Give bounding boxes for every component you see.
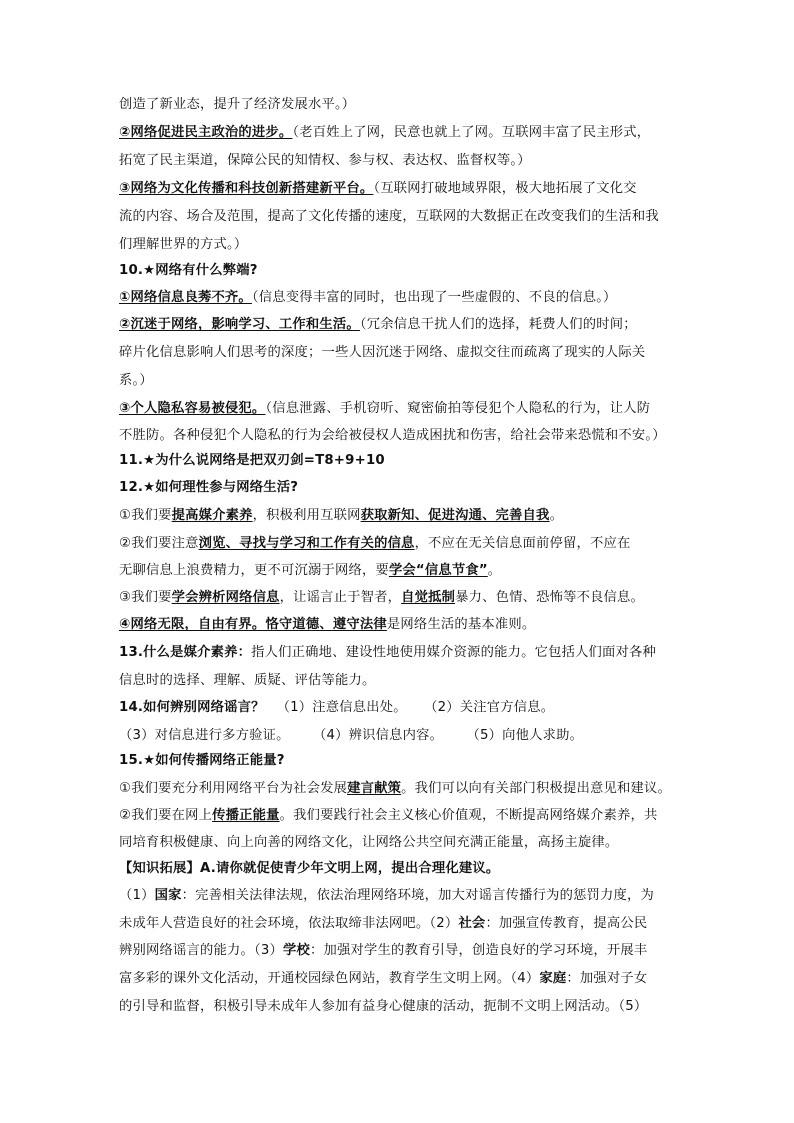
- text-line: ②我们要注意浏览、寻找与学习和工作有关的信息，不应在无关信息面前停留，不应在: [119, 536, 631, 551]
- text-line: 的引导和监督，积极引导未成年人参加有益身心健康的活动，扼制不文明上网活动。（5）: [119, 999, 648, 1014]
- text-line: 们理解世界的方式。）: [119, 237, 248, 252]
- text-line: ③网络为文化传播和科技创新搭建新平台。（互联网打破地域界限，极大地拓展了文化交: [119, 181, 637, 196]
- text-line: 同培育积极健康、向上向善的网络文化，让网络公共空间充满正能量，高扬主旋律。: [119, 835, 619, 850]
- text-line: 流的内容、场合及范围，提高了文化传播的速度，互联网的大数据正在改变我们的生活和我: [119, 209, 659, 224]
- text-line: ④网络无限，自由有界。恪守道德、遵守法律是网络生活的基本准则。: [119, 617, 536, 632]
- text-line: ①网络信息良莠不齐。（信息变得丰富的同时，也出现了一些虚假的、不良的信息。）: [119, 290, 617, 305]
- question-heading: 15.★如何传播网络正能量?: [119, 753, 285, 768]
- text-line: 未成年人营造良好的社会环境，依法取缔非法网吧。（2）社会：加强宣传教育，提高公民: [119, 916, 648, 931]
- text-line: 信息时的选择、理解、质疑、评估等能力。: [119, 673, 376, 688]
- question-heading: 10.★网络有什么弊端?: [119, 263, 258, 278]
- text-line: 辨别网络谣言的能力。（3）学校：加强对学生的教育引导，创造良好的学习环境，开展丰: [119, 943, 648, 958]
- text-line: 拓宽了民主渠道，保障公民的知情权、参与权、表达权、监督权等。）: [119, 153, 531, 168]
- text-line: 创造了新业态，提升了经济发展水平。）: [119, 97, 356, 112]
- text-line: ③个人隐私容易被侵犯。（信息泄露、手机窃听、窥密偷拍等侵犯个人隐私的行为，让人防: [119, 401, 651, 416]
- text-line: 无聊信息上浪费精力，更不可沉溺于网络，要学会“信息节食”。: [119, 563, 502, 578]
- text-line: 富多彩的课外文化活动，开通校园绿色网站，教育学生文明上网。（4）家庭：加强对子女: [119, 971, 648, 986]
- text-line: （1）国家：完善相关法律法规，依法治理网络环境，加大对谣言传播行为的惩罚力度，为: [119, 888, 655, 903]
- text-line: 14.如何辨别网络谣言？ （1）注意信息出处。 （2）关注官方信息。: [119, 700, 555, 715]
- text-line: 系。）: [119, 373, 153, 388]
- text-line: ②沉迷于网络，影响学习、工作和生活。（冗余信息干扰人们的选择，耗费人们的时间；: [119, 317, 637, 332]
- text-line: ①我们要充分利用网络平台为社会发展建言献策。我们可以向有关部门积极提出意见和建议。: [119, 781, 672, 796]
- text-line: ①我们要提高媒介素养，积极利用互联网获取新知、促进沟通、完善自我。: [119, 508, 564, 523]
- question-heading: 11.★为什么说网络是把双刃剑=T8+9+10: [119, 453, 385, 468]
- text-line: 13.什么是媒介素养：指人们正确地、建设性地使用媒介资源的能力。它包括人们面对各种: [119, 645, 657, 660]
- question-heading: 12.★如何理性参与网络生活?: [119, 480, 299, 495]
- text-line: ②我们要在网上传播正能量。我们要践行社会主义核心价值观，不断提高网络媒介素养，共: [119, 808, 658, 823]
- text-line: 碎片化信息影响人们思考的深度；一些人因沉迷于网络、虚拟交往而疏离了现实的人际关: [119, 345, 646, 360]
- text-line: （3）对信息进行多方验证。 （4）辨识信息内容。 （5）向他人求助。: [119, 728, 584, 743]
- text-line: ③我们要学会辨析网络信息，让谣言止于智者，自觉抵制暴力、色情、恐怖等不良信息。: [119, 590, 645, 605]
- text-line: 不胜防。各种侵犯个人隐私的行为会给被侵权人造成困扰和伤害，给社会带来恐慌和不安。）: [119, 428, 666, 443]
- text-line: ②网络促进民主政治的进步。（老百姓上了网，民意也就上了网。互联网丰富了民主形式，: [119, 125, 651, 140]
- section-heading: 【知识拓展】A.请你就促使青少年文明上网，提出合理化建议。: [119, 861, 500, 876]
